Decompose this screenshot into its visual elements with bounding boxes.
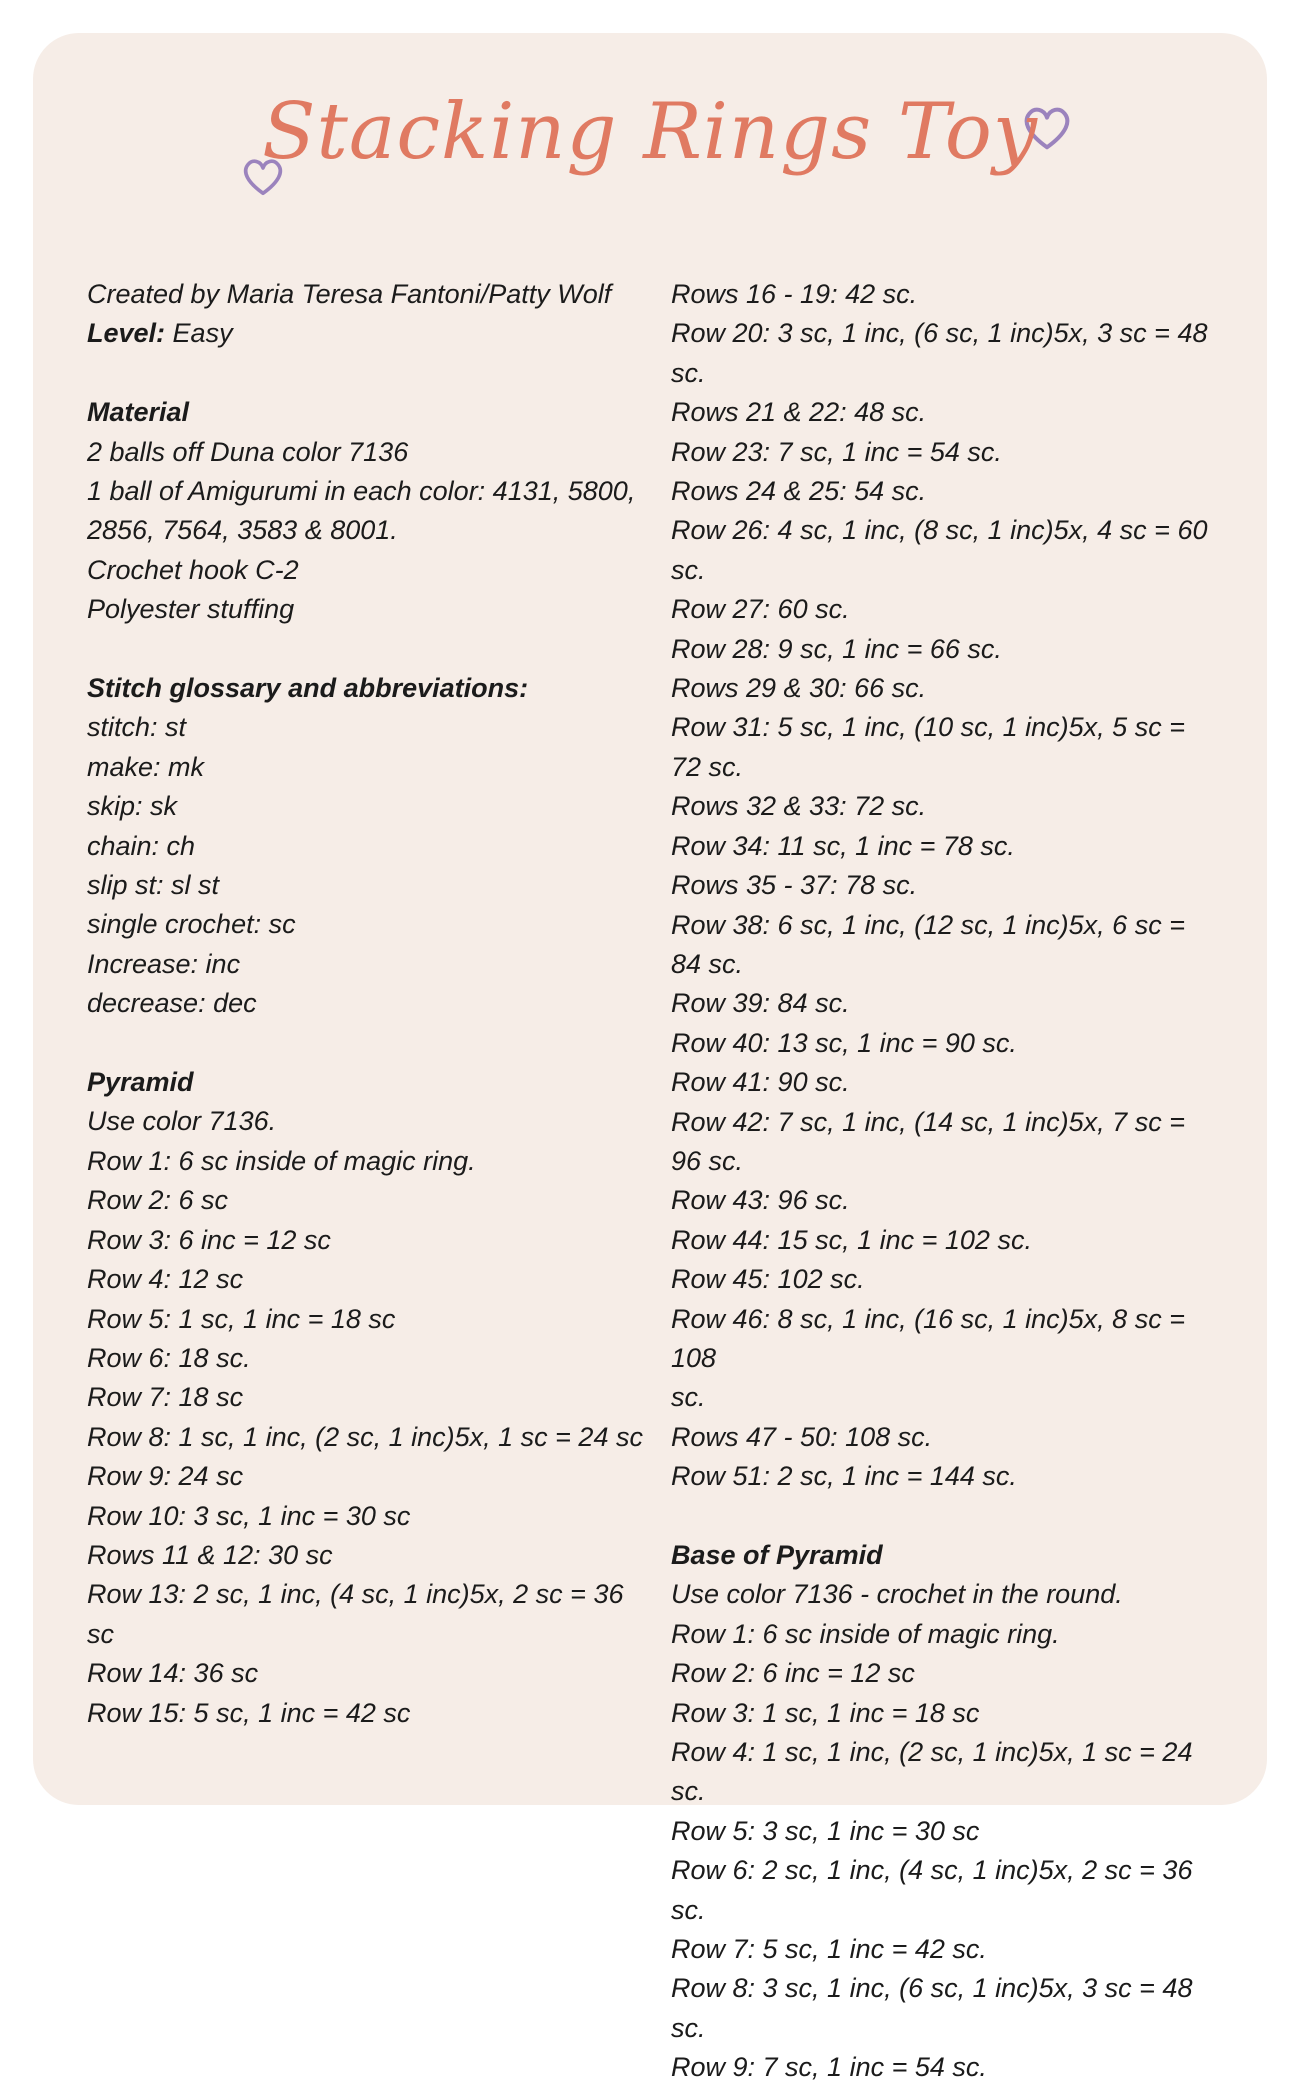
text-line (671, 787, 1216, 826)
text-line (671, 1260, 1216, 1299)
text-line (671, 827, 1216, 866)
text-line (671, 1103, 1216, 1182)
line-text: Row 5: 1 sc, 1 inc = 18 sc (87, 1303, 396, 1334)
text-line (671, 1300, 1216, 1379)
text-line (671, 1654, 1216, 1693)
text-line (671, 433, 1216, 472)
text-line (671, 1181, 1216, 1220)
line-text: Row 2: 6 sc (87, 1185, 229, 1216)
line-text: decrease: dec (87, 988, 257, 1019)
text-line (671, 1930, 1216, 1969)
text-line (87, 630, 647, 669)
line-text: chain: ch (87, 830, 196, 861)
line-text: Created by Maria Teresa Fantoni/Patty Wolf (87, 279, 612, 309)
text-line (87, 1063, 647, 1102)
text-line (87, 1024, 647, 1063)
line-text: Row 15: 5 sc, 1 inc = 42 sc (87, 1697, 411, 1728)
line-text: Row 31: 5 sc, 1 inc, (10 sc, 1 inc)5x, 5 sc = 72 sc. (671, 712, 1193, 782)
section-heading: Level: (87, 318, 166, 349)
text-line (671, 590, 1216, 629)
left-column (87, 275, 647, 1733)
text-line (671, 275, 1216, 314)
right-column (671, 275, 1216, 2088)
line-text: Easy (165, 318, 233, 349)
line-text: Rows 47 - 50: 108 sc. (671, 1421, 933, 1452)
text-line (87, 945, 647, 984)
line-text: skip: sk (87, 791, 178, 822)
section-heading: Pyramid (87, 1067, 194, 1098)
text-line (87, 314, 647, 353)
line-text: Rows 16 - 19: 42 sc. (671, 279, 918, 309)
text-line (671, 1497, 1216, 1536)
text-line (671, 906, 1216, 985)
line-text: Row 10: 3 sc, 1 inc = 30 sc (87, 1500, 411, 1531)
text-line (87, 1181, 647, 1220)
line-text: Row 14: 36 sc (87, 1658, 259, 1689)
line-text: Crochet hook C-2 (87, 554, 299, 585)
text-line (87, 1142, 647, 1181)
line-text: Row 1: 6 sc inside of magic ring. (87, 1145, 476, 1176)
line-text: Use color 7136 - crochet in the round. (671, 1579, 1123, 1610)
text-line (671, 630, 1216, 669)
text-line (87, 433, 647, 472)
section-heading: Material (87, 397, 190, 428)
section-heading: Base of Pyramid (671, 1539, 883, 1570)
text-line (87, 1418, 647, 1457)
line-text: Row 5: 3 sc, 1 inc = 30 sc (671, 1815, 980, 1846)
line-text: Row 41: 90 sc. (671, 1067, 850, 1098)
line-text: Rows 35 - 37: 78 sc. (671, 870, 918, 901)
line-text: Row 9: 7 sc, 1 inc = 54 sc. (671, 2052, 987, 2083)
section-heading: Stitch glossary and abbreviations: (87, 673, 529, 704)
text-line (671, 1418, 1216, 1457)
line-text: Row 1: 6 sc inside of magic ring. (671, 1618, 1060, 1649)
line-text: Row 6: 18 sc. (87, 1342, 251, 1373)
text-line (671, 393, 1216, 432)
text-line (671, 984, 1216, 1023)
line-text: Row 38: 6 sc, 1 inc, (12 sc, 1 inc)5x, 6 sc = 84 sc. (671, 909, 1193, 979)
text-line (671, 1024, 1216, 1063)
text-line (671, 1694, 1216, 1733)
line-text: Row 46: 8 sc, 1 inc, (16 sc, 1 inc)5x, 8 sc = 108 (671, 1303, 1193, 1373)
text-line (87, 472, 647, 511)
line-text: Row 7: 18 sc (87, 1382, 244, 1413)
text-line (87, 1221, 647, 1260)
text-line (87, 275, 647, 314)
text-line (671, 2048, 1216, 2087)
line-text: Rows 32 & 33: 72 sc. (671, 791, 927, 822)
text-line (671, 866, 1216, 905)
text-line (87, 866, 647, 905)
text-line (87, 827, 647, 866)
text-line (87, 393, 647, 432)
text-line (87, 1339, 647, 1378)
text-line (671, 511, 1216, 590)
text-line (87, 1694, 647, 1733)
text-line (87, 551, 647, 590)
line-text: Row 23: 7 sc, 1 inc = 54 sc. (671, 436, 1002, 467)
line-text: single crochet: sc (87, 909, 296, 940)
text-line (671, 1457, 1216, 1496)
text-line (87, 1575, 647, 1654)
line-text: Use color 7136. (87, 1106, 277, 1137)
line-text: Row 43: 96 sc. (671, 1185, 850, 1216)
text-line (87, 905, 647, 944)
line-text: Row 44: 15 sc, 1 inc = 102 sc. (671, 1224, 1032, 1255)
line-text: Row 42: 7 sc, 1 inc, (14 sc, 1 inc)5x, 7 sc = 96 sc. (671, 1106, 1193, 1176)
line-text: Row 4: 1 sc, 1 inc, (2 sc, 1 inc)5x, 1 sc = 24 sc. (671, 1737, 1200, 1807)
line-text: Increase: inc (87, 948, 241, 979)
text-line (87, 354, 647, 393)
line-text: stitch: st (87, 712, 187, 743)
line-text: Row 8: 1 sc, 1 inc, (2 sc, 1 inc)5x, 1 sc = 24 sc (87, 1421, 643, 1452)
line-text: Rows 24 & 25: 54 sc. (671, 476, 927, 507)
line-text: Row 6: 2 sc, 1 inc, (4 sc, 1 inc)5x, 2 sc = 36 sc. (671, 1855, 1200, 1925)
line-text: 1 ball of Amigurumi in each color: 4131, 5800, (87, 476, 636, 507)
line-text: 2856, 7564, 3583 & 8001. (87, 515, 398, 546)
text-line (87, 1654, 647, 1693)
line-text: Row 51: 2 sc, 1 inc = 144 sc. (671, 1461, 1017, 1492)
line-text: Rows 29 & 30: 66 sc. (671, 673, 927, 704)
line-text: Rows 21 & 22: 48 sc. (671, 397, 927, 428)
line-text: Row 28: 9 sc, 1 inc = 66 sc. (671, 633, 1002, 664)
text-line (87, 708, 647, 747)
line-text: Row 40: 13 sc, 1 inc = 90 sc. (671, 1027, 1017, 1058)
text-line (87, 590, 647, 629)
text-line (87, 511, 647, 550)
text-line (671, 1851, 1216, 1930)
line-text: Row 39: 84 sc. (671, 988, 850, 1019)
line-text: Rows 11 & 12: 30 sc (87, 1539, 333, 1570)
line-text: Row 34: 11 sc, 1 inc = 78 sc. (671, 830, 1015, 861)
line-text: Row 26: 4 sc, 1 inc, (8 sc, 1 inc)5x, 4 sc = 60 sc. (671, 515, 1215, 585)
text-line (87, 1536, 647, 1575)
page-title: Stacking Rings Toy (262, 87, 1038, 177)
text-line (87, 1378, 647, 1417)
text-line (87, 984, 647, 1023)
text-line (87, 787, 647, 826)
text-line (671, 1221, 1216, 1260)
line-text: Row 7: 5 sc, 1 inc = 42 sc. (671, 1934, 987, 1965)
text-line (671, 1969, 1216, 2048)
line-text: 2 balls off Duna color 7136 (87, 436, 409, 467)
line-text: Row 3: 1 sc, 1 inc = 18 sc (671, 1697, 980, 1728)
text-line (671, 472, 1216, 511)
text-line (671, 1812, 1216, 1851)
line-text: Row 2: 6 inc = 12 sc (671, 1658, 915, 1689)
text-line (87, 1457, 647, 1496)
line-text: Row 9: 24 sc (87, 1461, 244, 1492)
line-text: Row 27: 60 sc. (671, 594, 850, 625)
text-line (87, 669, 647, 708)
line-text: Row 4: 12 sc (87, 1264, 244, 1295)
text-line (87, 1300, 647, 1339)
line-text: sc. (671, 1382, 706, 1413)
line-text: Row 13: 2 sc, 1 inc, (4 sc, 1 inc)5x, 2 sc = 36 sc (87, 1579, 631, 1649)
text-line (87, 1260, 647, 1299)
text-line (671, 1575, 1216, 1614)
line-text: Row 3: 6 inc = 12 sc (87, 1224, 331, 1255)
text-line (671, 708, 1216, 787)
text-line (671, 669, 1216, 708)
text-line (671, 1615, 1216, 1654)
text-line (671, 314, 1216, 393)
line-text: Polyester stuffing (87, 594, 295, 625)
text-line (87, 1102, 647, 1141)
text-line (671, 1378, 1216, 1417)
line-text: Row 8: 3 sc, 1 inc, (6 sc, 1 inc)5x, 3 sc = 48 sc. (671, 1973, 1200, 2043)
line-text: make: mk (87, 751, 205, 782)
text-line (87, 748, 647, 787)
line-text: Row 20: 3 sc, 1 inc, (6 sc, 1 inc)5x, 3 sc = 48 sc. (671, 318, 1215, 388)
text-line (671, 1536, 1216, 1575)
text-line (671, 1733, 1216, 1812)
text-line (87, 1497, 647, 1536)
line-text: slip st: sl st (87, 870, 220, 901)
line-text: Row 45: 102 sc. (671, 1264, 865, 1295)
text-line (671, 1063, 1216, 1102)
